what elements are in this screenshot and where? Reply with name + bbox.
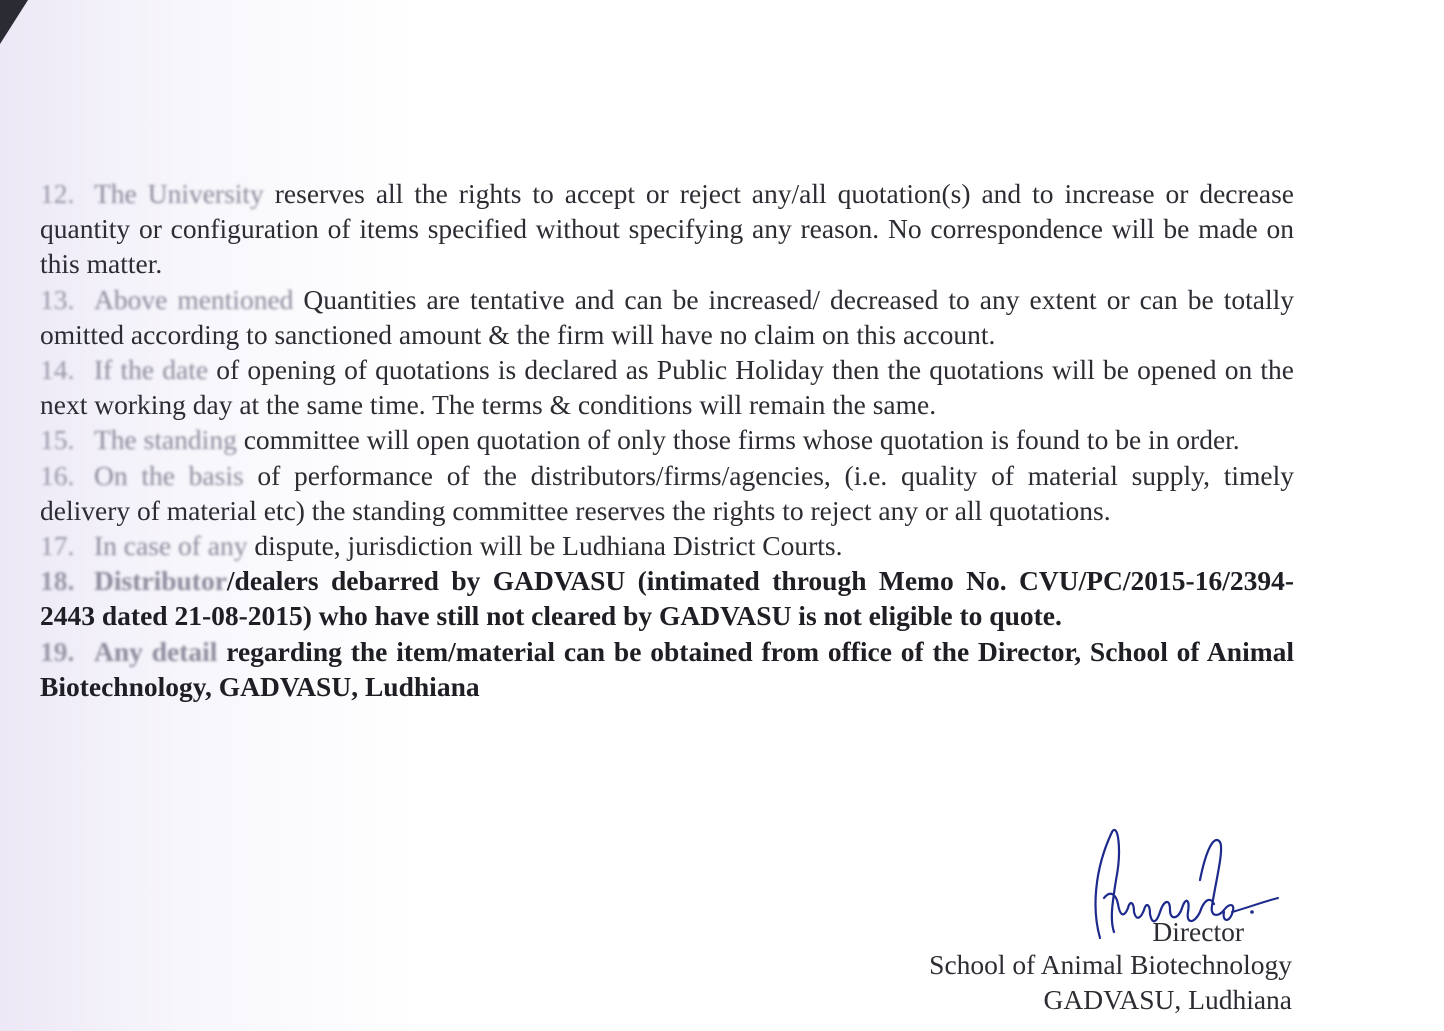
term-17 — [40, 528, 1294, 563]
term-number: 14. — [40, 354, 75, 386]
term-lead: The standing — [94, 424, 237, 456]
terms-list — [40, 176, 1294, 704]
term-number: 16. — [40, 459, 75, 491]
term-text: of performance of the distributors/firms/agencies, (i.e. quality of material supply, timely delivery of material etc) the standing committee reserves the rights to reject any or all quotations. — [40, 459, 1294, 526]
term-19 — [40, 634, 1294, 704]
term-number: 19. — [40, 635, 75, 667]
term-18 — [40, 563, 1294, 633]
term-13 — [40, 282, 1294, 352]
term-text: reserves all the rights to accept or reject any/all quotation(s) and to increase or decrease quantity or configuration of items specified without specifying any reason. No correspondence will be made on this matter. — [40, 178, 1294, 280]
term-15 — [40, 422, 1294, 457]
term-number: 13. — [40, 283, 75, 315]
term-16 — [40, 458, 1294, 528]
term-12 — [40, 176, 1294, 282]
term-14 — [40, 352, 1294, 422]
term-text: regarding the item/material can be obtained from office of the Director, School of Animal Biotechnology, GADVASU, Ludhiana — [40, 635, 1295, 702]
term-text: Quantities are tentative and can be increased/ decreased to any extent or can be totally omitted according to sanctioned amount & the firm will have no claim on this account. — [40, 283, 1294, 350]
term-text: committee will open quotation of only those firms whose quotation is found to be in order. — [236, 424, 1240, 456]
term-lead: If the date — [94, 354, 209, 386]
term-number: 15. — [40, 424, 75, 456]
term-text: /dealers debarred by GADVASU (intimated through Memo No. CVU/PC/2015-16/2394-2443 dated 21-08-2015) who have still not cleared by GADVASU is not eligible to quote. — [40, 565, 1294, 632]
term-lead: Distributor — [94, 565, 227, 597]
term-number: 17. — [40, 530, 75, 562]
signature-block — [872, 820, 1292, 1020]
term-lead: On the basis — [94, 459, 244, 491]
term-number: 18. — [40, 565, 75, 597]
term-lead: In case of any — [94, 530, 248, 562]
scan-corner-shadow — [0, 0, 28, 44]
signatory-institution: GADVASU, Ludhiana — [1043, 984, 1292, 1015]
signatory-title: Director — [1152, 916, 1244, 947]
term-number: 12. — [40, 178, 75, 209]
term-text: dispute, jurisdiction will be Ludhiana District Courts. — [247, 530, 843, 562]
term-lead: Any detail — [94, 635, 218, 667]
term-lead: Above mentioned — [94, 283, 294, 315]
term-lead: The University — [94, 178, 264, 209]
term-text: of opening of quotations is declared as Public Holiday then the quotations will be opened on the next working day at the same time. The terms & conditions will remain the same. — [40, 354, 1294, 421]
signatory-department: School of Animal Biotechnology — [929, 949, 1292, 980]
